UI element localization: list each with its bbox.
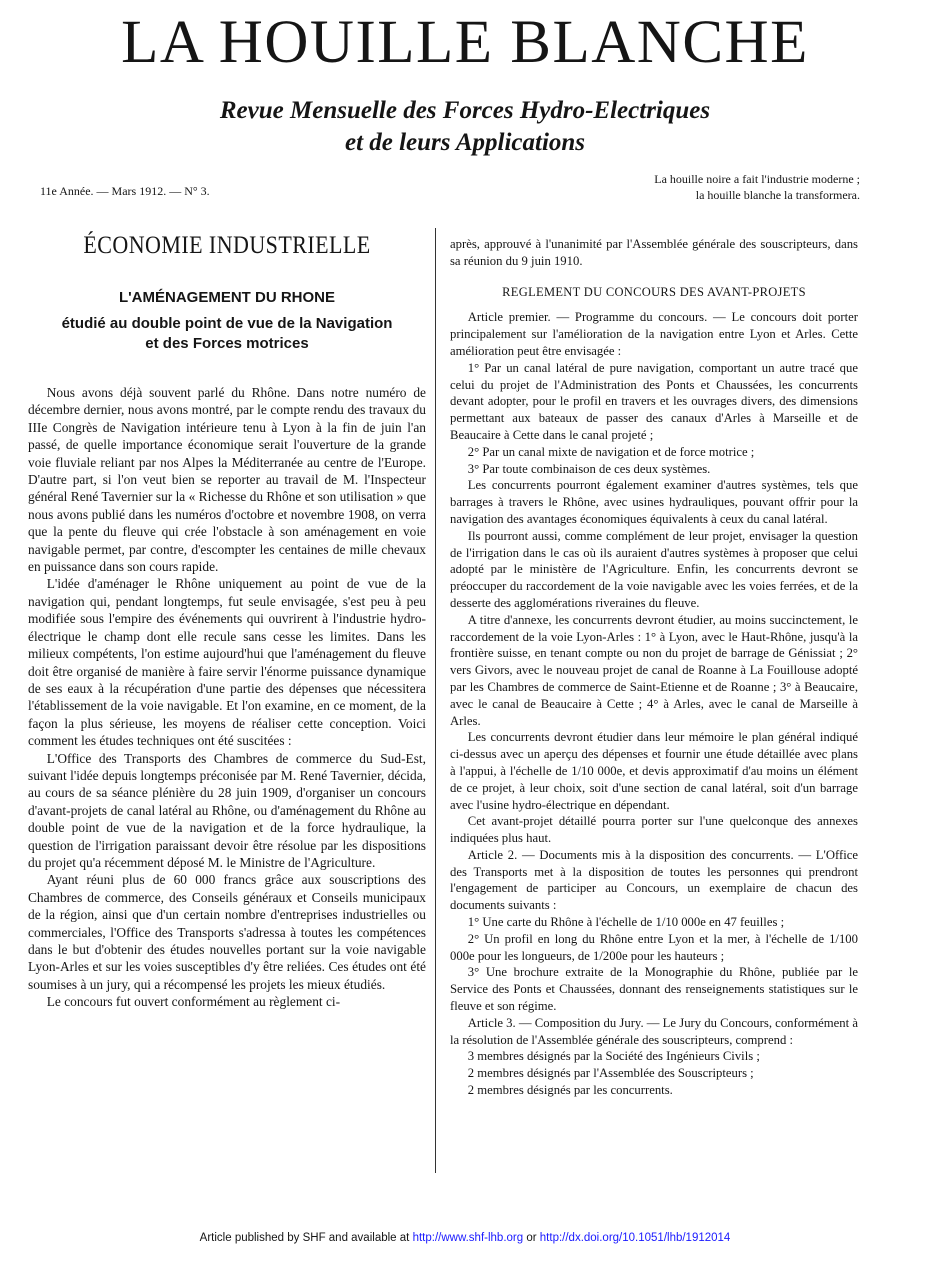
issue-info: 11e Année. — Mars 1912. — N° 3.	[40, 184, 210, 198]
right-column	[450, 236, 858, 1099]
column-divider	[435, 228, 436, 1173]
footer-link-doi[interactable]: http://dx.doi.org/10.1051/lhb/1912014	[539, 1232, 731, 1244]
footer-or: or	[526, 1232, 537, 1244]
list-item: 2° Un profil en long du Rhône entre Lyon et la mer, à l'échelle de 1/100 000e pour les longueurs, de 1/200e pour les hauteurs ;	[450, 931, 858, 963]
paragraph: après, approuvé à l'unanimité par l'Assemblée générale des souscripteurs, dans sa réunion du 9 juin 1910.	[450, 237, 858, 268]
article-paragraph: Article 2. — Documents mis à la disposition des concurrents. — L'Office des Transports met à la disposition de toutes les personnes qui prendront l'engagement de participer au Concours, un exemplaire de chacun des documents suivants :	[450, 847, 858, 913]
article-title: L'AMÉNAGEMENT DU RHONE	[118, 289, 336, 306]
motto	[588, 171, 860, 203]
footer-link-shf[interactable]: http://www.shf-lhb.org	[412, 1232, 524, 1244]
paragraph: Le concours fut ouvert conformément au règlement ci-	[46, 994, 341, 1010]
footer-text: Article published by SHF and available at	[199, 1232, 410, 1244]
motto-line-2: la houille blanche la transformera.	[695, 188, 860, 202]
article-subtitle-line-2: et des Forces motrices	[145, 335, 309, 352]
paragraph: Cet avant-projet détaillé pourra porter sur l'une quelconque des annexes indiquées plus haut.	[450, 814, 858, 846]
masthead-title: LA HOUILLE BLANCHE	[121, 9, 809, 76]
masthead-subtitle-1: Revue Mensuelle des Forces Hydro-Electriques	[219, 97, 711, 124]
paragraph: Les concurrents pourront également examiner d'autres systèmes, tels que barrages à travers le Rhône, avec usines hydrauliques, pouvant offrir pour la navigation des avantages économiques équivalents à ceux du canal latéral.	[450, 478, 858, 526]
paragraph: Ayant réuni plus de 60 000 francs grâce aux souscriptions des Chambres de commerce, des Conseils généraux et Conseils municipaux de la région, ainsi que d'un certain nombre d'entreprises industrielles ou commerciales, l'Office des Transports s'adressa à toutes les compétences dans le but d'obtenir des études nouvelles portant sur la voie navigable Lyon-Arles et sur les voies susceptibles d'y être reliées. Ces études ont été soumises à un jury, qui a récompensé les projets les mieux étudiés.	[28, 872, 426, 992]
list-item: 3° Par toute combinaison de ces deux systèmes.	[467, 461, 711, 476]
section-heading: ÉCONOMIE INDUSTRIELLE	[83, 232, 371, 259]
paragraph: L'Office des Transports des Chambres de commerce du Sud-Est, suivant l'idée depuis longtemps préconisée par M. René Tavernier, décida, au cours de sa séance plénière du 28 juin 1909, d'organiser un concours d'avant-projets de canal latéral au Rhône, ou d'aménagement du Rhône au double point de vue de la navigation et de la force hydraulique, la question de l'irrigation paraissant devoir être résolue par les dispositions du projet qu'a récemment déposé M. le Ministre de l'Agriculture.	[28, 750, 426, 870]
article-subtitle	[28, 314, 426, 354]
list-item: 2 membres désignés par l'Assemblée des Souscripteurs ;	[467, 1066, 754, 1081]
list-item: 1° Une carte du Rhône à l'échelle de 1/10 000e en 47 feuilles ;	[467, 915, 785, 930]
footer	[0, 1232, 930, 1244]
article-paragraph: Article 3. — Composition du Jury. — Le Jury du Concours, conformément à la résolution de l'Assemblée générale des souscripteurs, comprend :	[450, 1015, 858, 1047]
paragraph: A titre d'annexe, les concurrents devront étudier, au moins succinctement, le raccordement de la voie Lyon-Arles : 1° à Lyon, avec le Haut-Rhône, jusqu'à la frontière suisse, en tenant compte ou non du projet de barrage de Génissiat ; 2° vers Givors, avec le nouveau projet de canal de Roanne à La Fouillouse adopté par les Chambres de commerce de Saint-Etienne et de Roanne ; 3° à Beaucaire, avec le canal de Beaucaire à Cette ; 4° à Arles, avec le canal de Marseille à Arles.	[450, 612, 858, 728]
left-column	[28, 232, 426, 1011]
paragraph: Ils pourront aussi, comme complément de leur projet, envisager la question de l'irrigation dans le cas où ils auraient d'autres systèmes à proposer que celui adopté par le ministère de l'Agriculture. Enfin, les concurrents devront se préoccuper du raccordement de la voie navigable avec les voies ferrées, et de la desserte des agglomérations riveraines du fleuve.	[450, 528, 858, 610]
list-item: 2 membres désignés par les concurrents.	[467, 1083, 673, 1098]
paragraph: Les concurrents devront étudier dans leur mémoire le plan général indiqué ci-dessus avec un aperçu des dépenses et fournir une étude détaillée avec plans à l'appui, à l'échelle de 1/10 000e, et devis approximatif d'au moins un élément de ce projet, à leur choix, soit d'une section de canal latéral, soit d'un barrage avec l'usine hydro-électrique en dépendant.	[450, 730, 858, 812]
paragraph: L'idée d'aménager le Rhône uniquement au point de vue de la navigation qui, pendant longtemps, fut seule envisagée, s'est peu à peu modifiée sous l'empire des événements qui ouvrirent à l'industrie hydro-électrique le champ dont elle recule sans cesse les limites. Dans les milieux compétents, l'on estime aujourd'hui que l'aménagement du fleuve doit être organisé de manière à faire servir l'énorme puissance dynamique de ses eaux à la récupération d'une partie des dépenses que nécessitera l'établissement de la voie navigable. Et l'on examine, en ce moment, de la façon la plus sérieuse, les moyens de réaliser cette conception. Voici comment les études techniques ont été suscitées :	[28, 576, 426, 749]
article-subtitle-line-1: étudié au double point de vue de la Navigation	[61, 315, 393, 332]
masthead-subtitle-2: et de leurs Applications	[344, 129, 586, 156]
article-paragraph: Article premier. — Programme du concours. — Le concours doit porter principalement sur l'amélioration de la navigation entre Lyon et Arles. Cette amélioration peut être envisagée :	[450, 310, 858, 358]
motto-line-1: La houille noire a fait l'industrie moderne ;	[654, 172, 860, 186]
list-item: 1° Par un canal latéral de pure navigation, comportant un autre tracé que celui du projet de l'Administration des Ponts et Chaussées, les concurrents devant adopter, pour le profil en travers et les ouvrages divers, des dimensions permettant aux bateaux de passer des canaux d'Arles à Marseille et de Beaucaire à Cette dans le canal projeté ;	[450, 360, 858, 442]
regulation-heading: REGLEMENT DU CONCOURS DES AVANT-PROJETS	[502, 284, 806, 299]
list-item: 3° Une brochure extraite de la Monographie du Rhône, publiée par le Service des Ponts et Chaussées, donnant des renseignements statistiques sur le fleuve et son régime.	[450, 965, 858, 1014]
list-item: 3 membres désignés par la Société des Ingénieurs Civils ;	[467, 1049, 760, 1064]
paragraph: Nous avons déjà souvent parlé du Rhône. Dans notre numéro de décembre dernier, nous avons montré, par le compte rendu des travaux du IIIe Congrès de Navigation intérieure tenu à Lyon à la fin de juin l'an passé, de quelle importance économique serait l'ouverture de la grande voie fluviale reliant par nos Alpes la Méditerranée au centre de l'Europe. D'autre part, si l'on veut bien se reporter au travail de M. l'Inspecteur général René Tavernier sur la « Richesse du Rhône et son utilisation » que nous avons publié dans les numéros d'octobre et novembre 1908, on verra que la pente du fleuve qui crée l'obstacle à son aménagement en voie navigable permet, par contre, d'escompter les centaines de mille chevaux en puissance dans son cours rapide.	[28, 385, 426, 575]
list-item: 2° Par un canal mixte de navigation et de force motrice ;	[467, 444, 755, 459]
